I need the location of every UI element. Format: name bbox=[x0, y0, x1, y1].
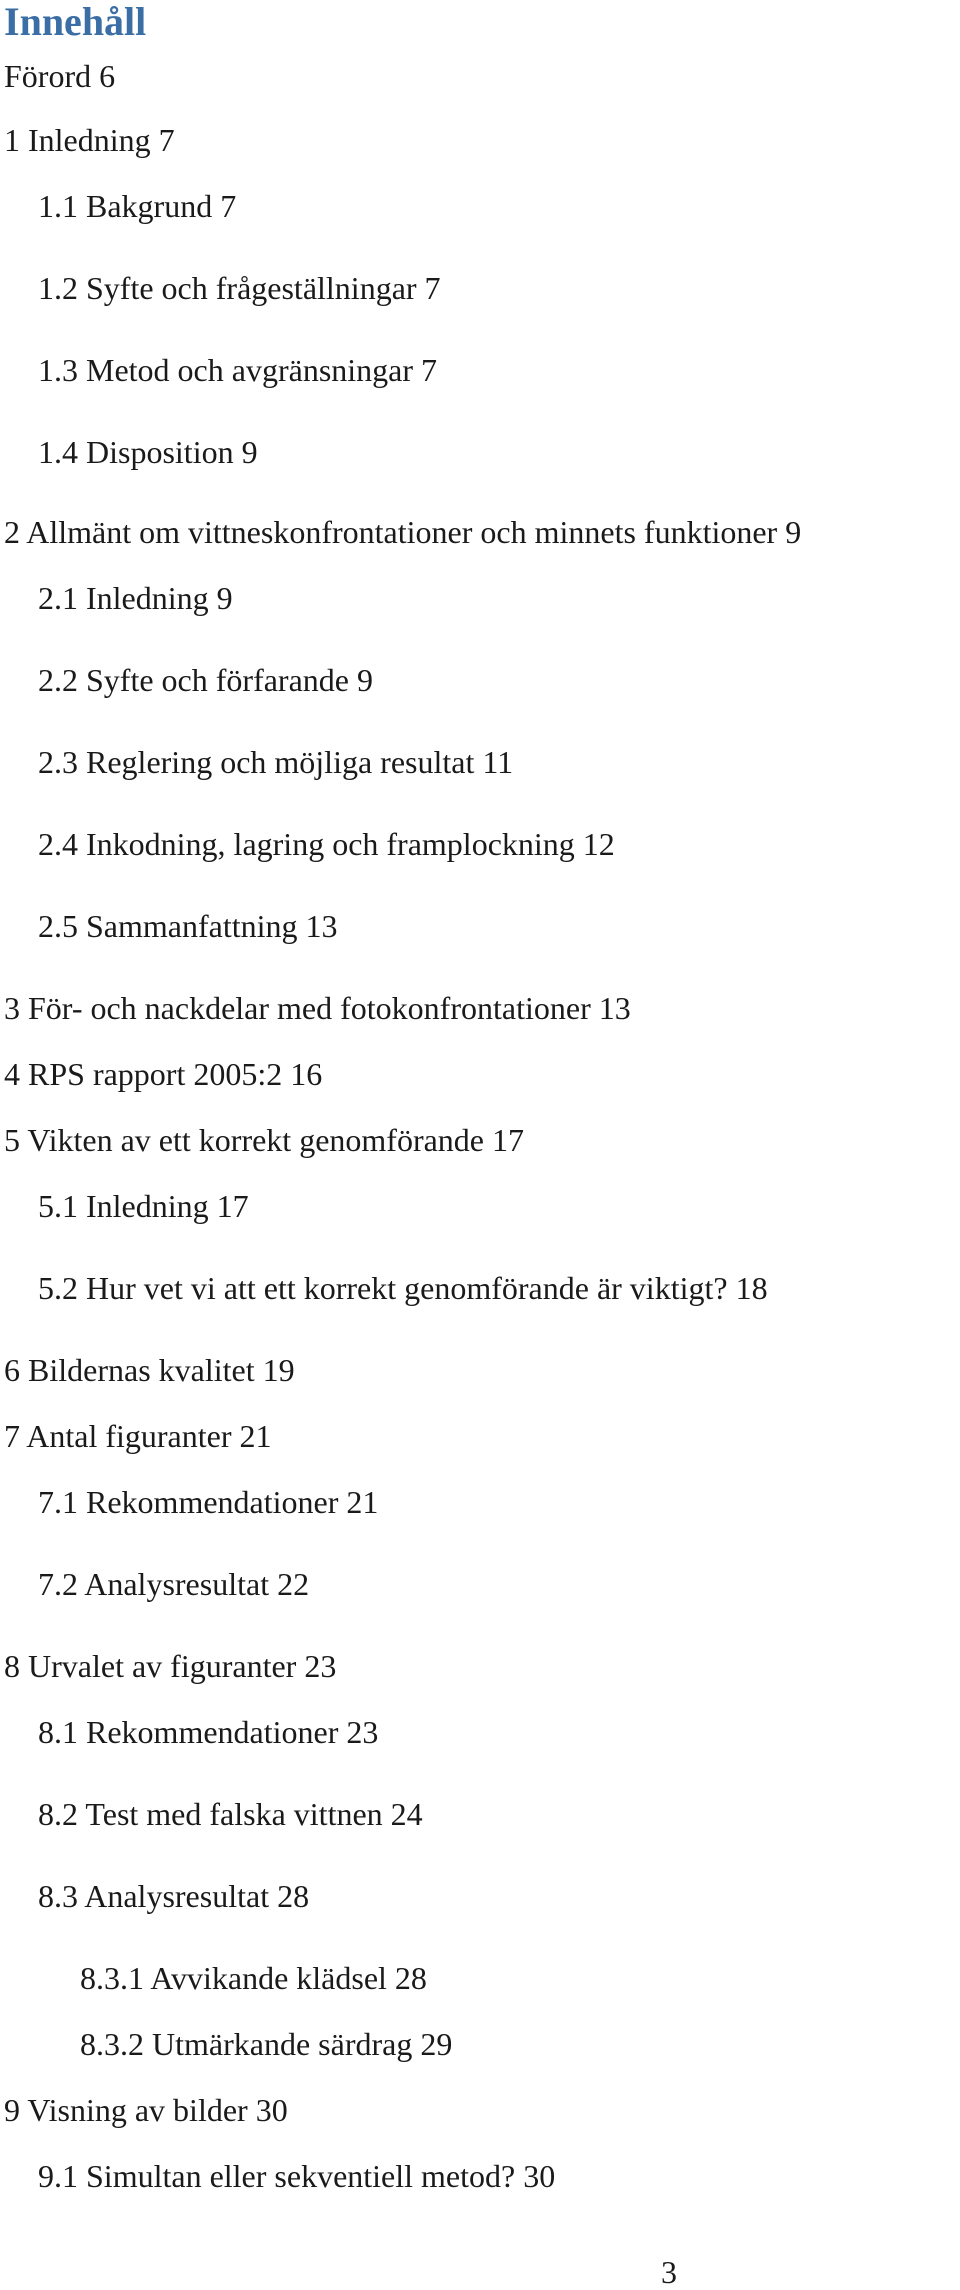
toc-entry-1-4[interactable]: 1.4 Disposition 9 bbox=[38, 434, 258, 470]
toc-entry-2-4[interactable]: 2.4 Inkodning, lagring och framplockning 12 bbox=[38, 826, 615, 862]
toc-entry-8-2[interactable]: 8.2 Test med falska vittnen 24 bbox=[38, 1796, 423, 1832]
toc-entry-2[interactable]: 2 Allmänt om vittneskonfrontationer och minnets funktioner 9 bbox=[4, 514, 802, 550]
toc-entry-2-1[interactable]: 2.1 Inledning 9 bbox=[38, 580, 233, 616]
toc-entry-7-2[interactable]: 7.2 Analysresultat 22 bbox=[38, 1566, 310, 1602]
toc-entry-1-1[interactable]: 1.1 Bakgrund 7 bbox=[38, 188, 237, 224]
toc-entry-2-5[interactable]: 2.5 Sammanfattning 13 bbox=[38, 908, 338, 944]
toc-entry-9[interactable]: 9 Visning av bilder 30 bbox=[4, 2092, 288, 2128]
toc-entry-8[interactable]: 8 Urvalet av figuranter 23 bbox=[4, 1648, 337, 1684]
toc-entry-6[interactable]: 6 Bildernas kvalitet 19 bbox=[4, 1352, 295, 1388]
toc-entry-8-3[interactable]: 8.3 Analysresultat 28 bbox=[38, 1878, 310, 1914]
toc-entry-4[interactable]: 4 RPS rapport 2005:2 16 bbox=[4, 1056, 323, 1092]
toc-entry-7-1[interactable]: 7.1 Rekommendationer 21 bbox=[38, 1484, 379, 1520]
toc-entry-2-3[interactable]: 2.3 Reglering och möjliga resultat 11 bbox=[38, 744, 514, 780]
toc-entry-9-1[interactable]: 9.1 Simultan eller sekventiell metod? 30 bbox=[38, 2158, 556, 2194]
toc-entry-2-2[interactable]: 2.2 Syfte och förfarande 9 bbox=[38, 662, 373, 698]
toc-entry-5-2[interactable]: 5.2 Hur vet vi att ett korrekt genomförande är viktigt? 18 bbox=[38, 1270, 768, 1306]
toc-entry-foreword[interactable]: Förord 6 bbox=[4, 58, 116, 94]
toc-entry-8-1[interactable]: 8.1 Rekommendationer 23 bbox=[38, 1714, 379, 1750]
toc-entry-7[interactable]: 7 Antal figuranter 21 bbox=[4, 1418, 272, 1454]
toc-heading: Innehåll bbox=[4, 0, 147, 44]
toc-entry-1-2[interactable]: 1.2 Syfte och frågeställningar 7 bbox=[38, 270, 441, 306]
toc-entry-5[interactable]: 5 Vikten av ett korrekt genomförande 17 bbox=[4, 1122, 524, 1158]
toc-entry-5-1[interactable]: 5.1 Inledning 17 bbox=[38, 1188, 249, 1224]
toc-entry-1[interactable]: 1 Inledning 7 bbox=[4, 122, 175, 158]
toc-entry-1-3[interactable]: 1.3 Metod och avgränsningar 7 bbox=[38, 352, 438, 388]
toc-entry-3[interactable]: 3 För- och nackdelar med fotokonfrontationer 13 bbox=[4, 990, 631, 1026]
toc-entry-8-3-2[interactable]: 8.3.2 Utmärkande särdrag 29 bbox=[80, 2026, 453, 2062]
toc-entry-8-3-1[interactable]: 8.3.1 Avvikande klädsel 28 bbox=[80, 1960, 427, 1996]
page-number: 3 bbox=[661, 2254, 677, 2290]
